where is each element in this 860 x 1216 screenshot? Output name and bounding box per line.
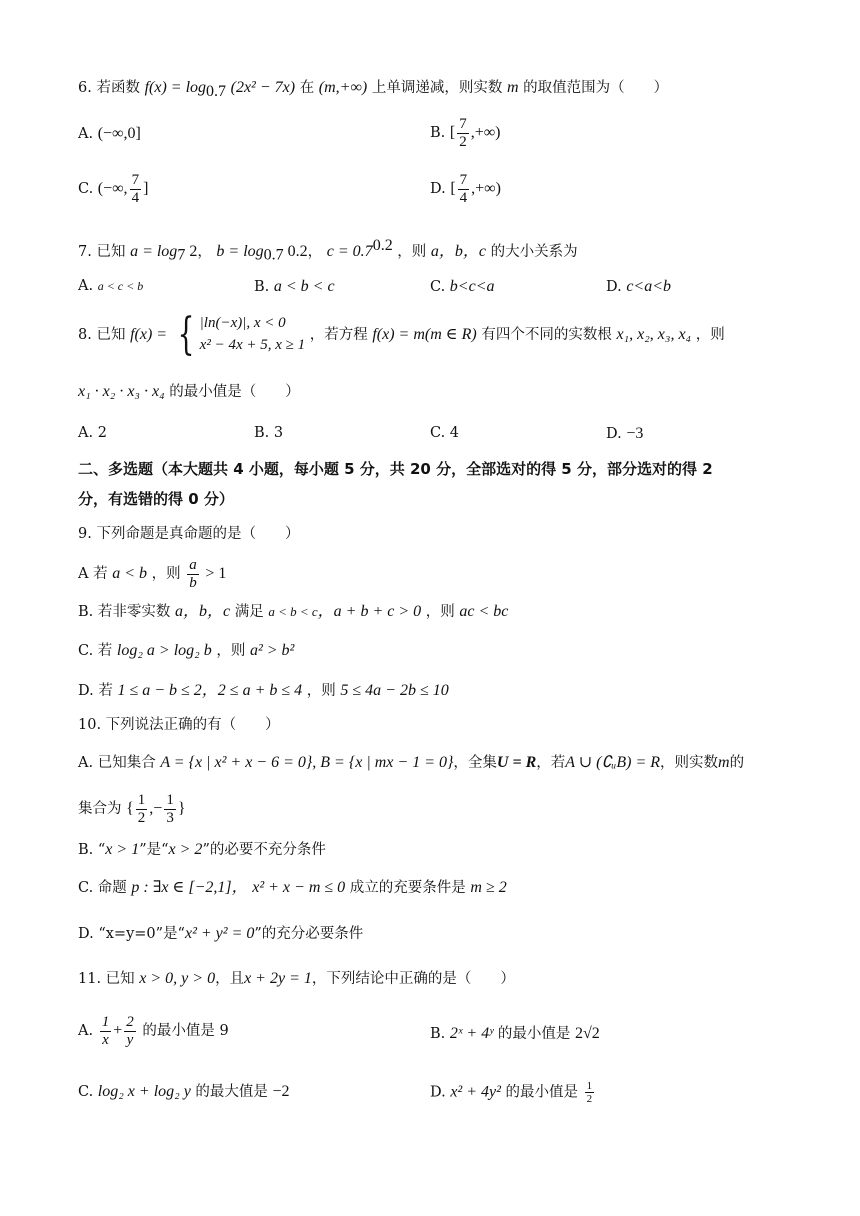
question-7-option-a: A. a < c < b — [78, 278, 144, 294]
question-10-option-b: B. “x > 1”是“x > 2”的必要不充分条件 — [78, 841, 326, 858]
question-9-option-b: B. 若非零实数 a，b，c 满足 a < b < c，a + b + c > 0 ，则 ac < bc — [78, 603, 509, 620]
question-10-stem: 10. 下列说法正确的有（ ） — [78, 717, 280, 733]
question-11-option-c: C. log₂ x + log₂ y 的最大值是 −2 — [78, 1083, 290, 1100]
question-7-option-c: C. b<c<a — [430, 278, 495, 295]
question-8-option-c: C. 4 — [430, 425, 460, 441]
question-10-option-a-line-2: 集合为 { $\frac{1}{2}$ ,− $\frac{1}{3}$ } — [78, 792, 186, 826]
question-7-option-b: B. a < b < c — [254, 278, 335, 295]
question-6-option-c: C. (−∞, $\frac{7}{4}$ ] — [78, 172, 149, 206]
question-11-option-b: B. 2ˣ + 4ʸ 的最小值是 2√2 — [430, 1025, 600, 1042]
question-6-option-b: B. [ $\frac{7}{2}$ ,+∞) — [430, 116, 501, 150]
question-10-option-d: D. “x=y=0”是“x² + y² = 0”的充分必要条件 — [78, 925, 364, 942]
question-9-option-d: D. 若 1 ≤ a − b ≤ 2，2 ≤ a + b ≤ 4 ，则 5 ≤ 4a − 2b ≤ 10 — [78, 682, 449, 699]
question-6-stem: 6. 若函数 $f(x) = \log_{0.7} (2x^2 - 7x)$ 在 (m,+∞) 上单调递减，则实数 m 的取值范围为（ ） — [78, 79, 669, 100]
fraction: $\frac{7}{4}$ — [131, 172, 140, 206]
question-7-option-d: D. c<a<b — [606, 278, 672, 295]
fraction: $\frac{a}{b}$ — [189, 557, 197, 591]
question-8-line-2: x₁ · x₂ · x₃ · x₄ 的最小值是（ ） — [78, 383, 300, 400]
question-8-option-b: B. 3 — [254, 425, 284, 441]
fraction: $\frac{7}{4}$ — [459, 172, 468, 206]
fraction: $\frac{1}{2}$ — [586, 1080, 593, 1106]
question-7-stem: 7. 已知 $a = \log_7 2$， $b = \log_{0.7} 0.2$， $c = 0.7^{0.2}$ ，则 a，b，c 的大小关系为 — [78, 237, 578, 264]
left-brace-icon: { — [177, 309, 195, 360]
question-9-option-a: A 若 a < b ，则 $\frac{a}{b}$ > 1 — [78, 557, 227, 591]
fraction: $\frac{1}{3}$ — [166, 792, 174, 826]
question-11-option-a: A. $\frac{1}{x}$ + $\frac{2}{y}$ 的最小值是 9 — [78, 1014, 229, 1048]
question-9-option-c: C. 若 log₂ a > log₂ b ，则 a² > b² — [78, 642, 295, 659]
question-11-stem: 11. 已知 x > 0, y > 0，且x + 2y = 1，下列结论中正确的是（ ） — [78, 970, 515, 987]
question-6-option-a: A. (−∞,0] — [78, 125, 141, 142]
question-8-stem: 8. 已知 f(x) = { |ln(−x)|, x < 0 x² − 4x + 5, x ≥ 1 ，若方程 f(x) = m(m ∈ R) 有四个不同的实数根 x₁, x₂, x₃, x₄ ，则 — [78, 309, 725, 360]
question-10-option-c: C. 命题 p : ∃x ∈ [−2,1]， x² + x − m ≤ 0 成立的充要条件是 m ≥ 2 — [78, 879, 507, 896]
section-2-heading-line-1: 二、多选题（本大题共 4 小题，每小题 5 分，共 20 分，全部选对的得 5 分，部分选对的得 2 — [78, 460, 713, 478]
question-8-option-a: A. 2 — [78, 425, 107, 441]
question-6-option-d: D. [ $\frac{7}{4}$ ,+∞) — [430, 172, 501, 206]
fraction: $\frac{7}{2}$ — [459, 116, 467, 150]
question-11-option-d: D. x² + 4y² 的最小值是 $\frac{1}{2}$ — [430, 1080, 593, 1106]
piecewise-definition: |ln(−x)|, x < 0 x² − 4x + 5, x ≥ 1 — [199, 315, 306, 353]
question-8-option-d: D. −3 — [606, 425, 644, 442]
fraction: $\frac{1}{2}$ — [137, 792, 146, 826]
section-2-heading-line-2: 分，有选错的得 0 分） — [78, 490, 234, 508]
question-9-stem: 9. 下列命题是真命题的是（ ） — [78, 526, 300, 542]
fraction: $\frac{1}{x}$ — [101, 1014, 110, 1048]
fraction: $\frac{2}{y}$ — [126, 1014, 134, 1048]
question-10-option-a: A. 已知集合 A = {x | x² + x − 6 = 0}, B = {x | mx − 1 = 0}，全集U = R，若A ∪ (∁ᵤB) = R，则实数m的 — [78, 754, 745, 771]
